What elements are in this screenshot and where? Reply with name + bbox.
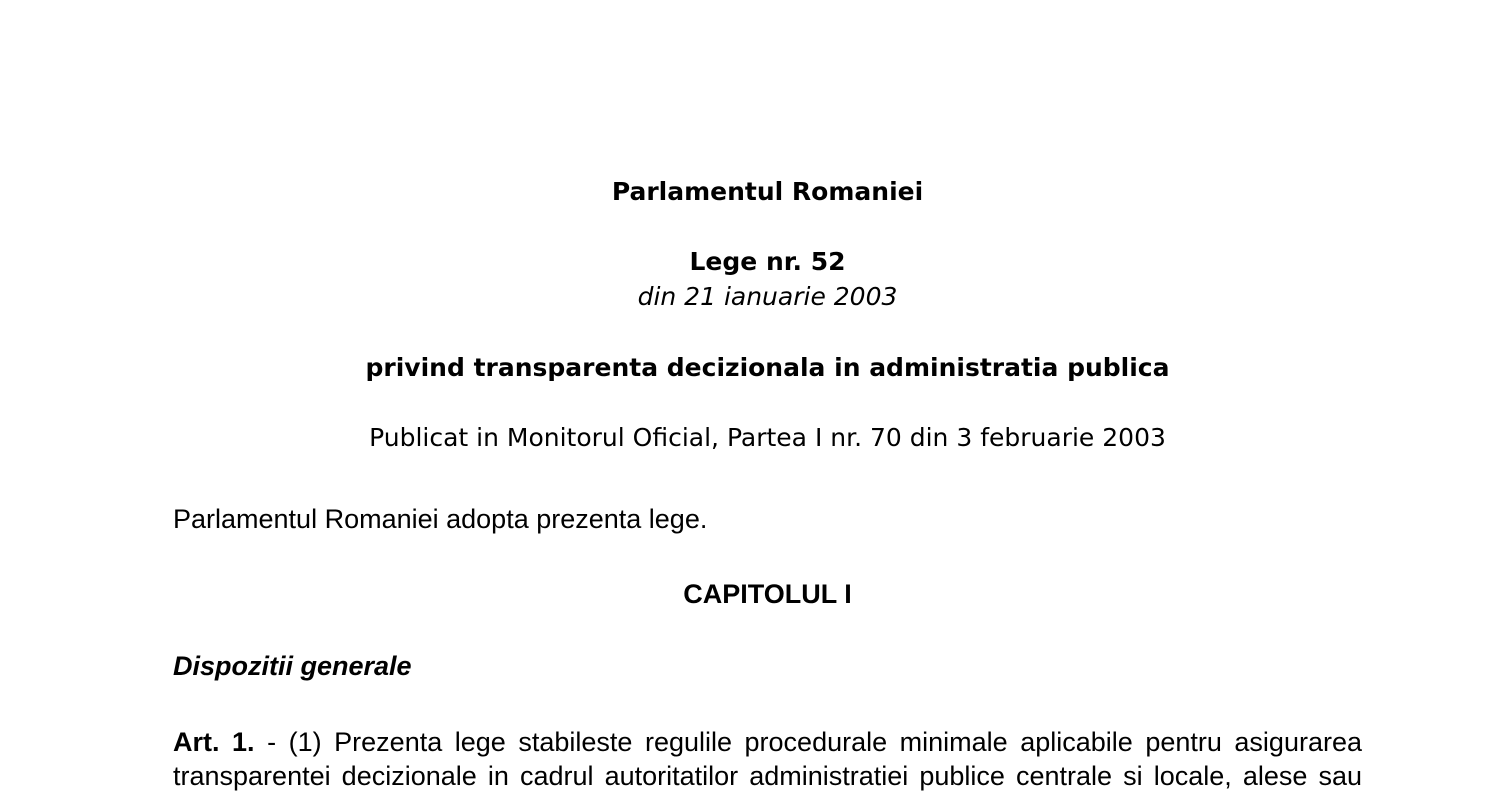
chapter-heading: CAPITOLUL I — [683, 579, 852, 609]
law-title-block — [173, 244, 1362, 314]
article-1-text: - (1) Prezenta lege stabileste regulile procedurale minimale aplicabile pentru asigurarea — [267, 727, 1362, 757]
article-1-paragraph — [173, 725, 1362, 793]
law-subject-heading: privind transparenta decizionala in administratia publica — [365, 353, 1170, 382]
chapter-subtitle: Dispozitii generale — [173, 651, 412, 681]
article-1-label: Art. 1. — [173, 727, 255, 757]
law-number-heading: Lege nr. 52 — [689, 247, 846, 276]
institution-heading: Parlamentul Romaniei — [611, 177, 924, 206]
article-1-line-1 — [173, 725, 1362, 759]
adoption-line: Parlamentul Romaniei adopta prezenta lege. — [173, 504, 708, 534]
article-1-line-2: transparentei decizionale in cadrul autoritatilor administratiei publice centrale si locale, alese sau — [173, 761, 1362, 791]
publication-line: Publicat in Monitorul Oficial, Partea I nr. 70 din 3 februarie 2003 — [369, 423, 1166, 452]
law-date-line: din 21 ianuarie 2003 — [637, 282, 898, 311]
